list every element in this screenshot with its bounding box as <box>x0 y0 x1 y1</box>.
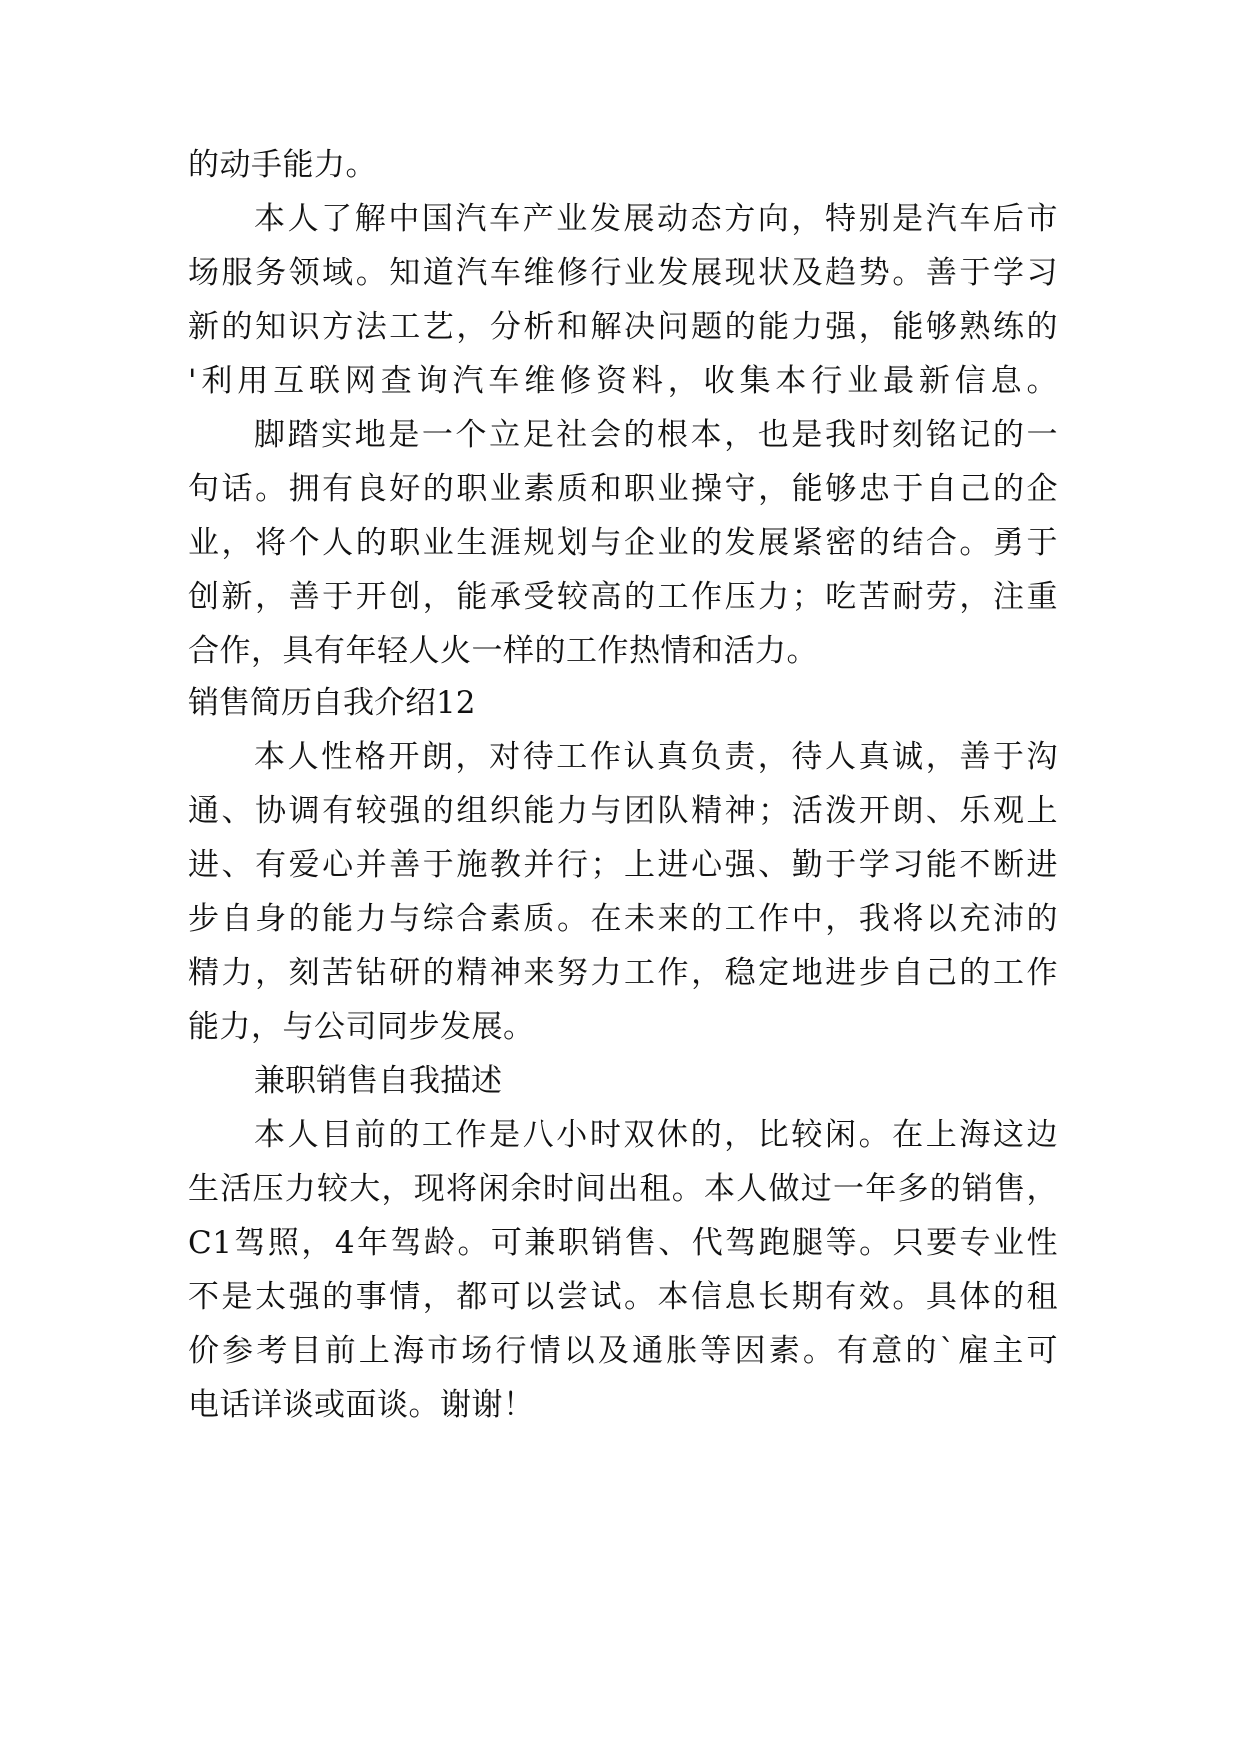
text-line-2: 本人了解中国汽车产业发展动态方向，特别是汽车后市 <box>254 201 1058 237</box>
text-line-22: 不是太强的事情，都可以尝试。本信息长期有效。具体的租 <box>188 1279 1058 1315</box>
text-line-1: 的动手能力。 <box>188 147 377 183</box>
text-line-6: 脚踏实地是一个立足社会的根本，也是我时刻铭记的一 <box>254 417 1058 453</box>
text-line-12: 本人性格开朗，对待工作认真负责，待人真诚，善于沟 <box>254 739 1058 775</box>
text-line-16: 精力，刻苦钻研的精神来努力工作，稳定地进步自己的工作 <box>188 955 1058 991</box>
text-line-7: 句话。拥有良好的职业素质和职业操守，能够忠于自己的企 <box>188 471 1058 507</box>
text-line-10: 合作，具有年轻人火一样的工作热情和活力。 <box>188 633 818 669</box>
text-line-21: C1驾照，4年驾龄。可兼职销售、代驾跑腿等。只要专业性 <box>188 1225 1058 1261</box>
text-line-24: 电话详谈或面谈。谢谢！ <box>188 1387 535 1423</box>
text-line-23: 价参考目前上海市场行情以及通胀等因素。有意的`雇主可 <box>188 1333 1058 1369</box>
text-line-9: 创新，善于开创，能承受较高的工作压力；吃苦耐劳，注重 <box>188 579 1058 615</box>
text-line-3: 场服务领域。知道汽车维修行业发展现状及趋势。善于学习 <box>188 255 1058 291</box>
text-line-19: 本人目前的工作是八小时双休的，比较闲。在上海这边 <box>254 1117 1058 1153</box>
section-heading-2: 兼职销售自我描述 <box>254 1063 502 1099</box>
text-line-14: 进、有爱心并善于施教并行；上进心强、勤于学习能不断进 <box>188 847 1058 883</box>
text-line-13: 通、协调有较强的组织能力与团队精神；活泼开朗、乐观上 <box>188 793 1058 829</box>
text-line-15: 步自身的能力与综合素质。在未来的工作中，我将以充沛的 <box>188 901 1058 937</box>
text-line-5: '利用互联网查询汽车维修资料，收集本行业最新信息。 <box>188 363 1058 399</box>
text-line-4: 新的知识方法工艺，分析和解决问题的能力强，能够熟练的 <box>188 309 1058 345</box>
text-line-17: 能力，与公司同步发展。 <box>188 1009 535 1045</box>
section-heading-1: 销售简历自我介绍12 <box>188 685 476 721</box>
text-line-20: 生活压力较大，现将闲余时间出租。本人做过一年多的销售， <box>188 1171 1058 1207</box>
text-line-8: 业，将个人的职业生涯规划与企业的发展紧密的结合。勇于 <box>188 525 1058 561</box>
